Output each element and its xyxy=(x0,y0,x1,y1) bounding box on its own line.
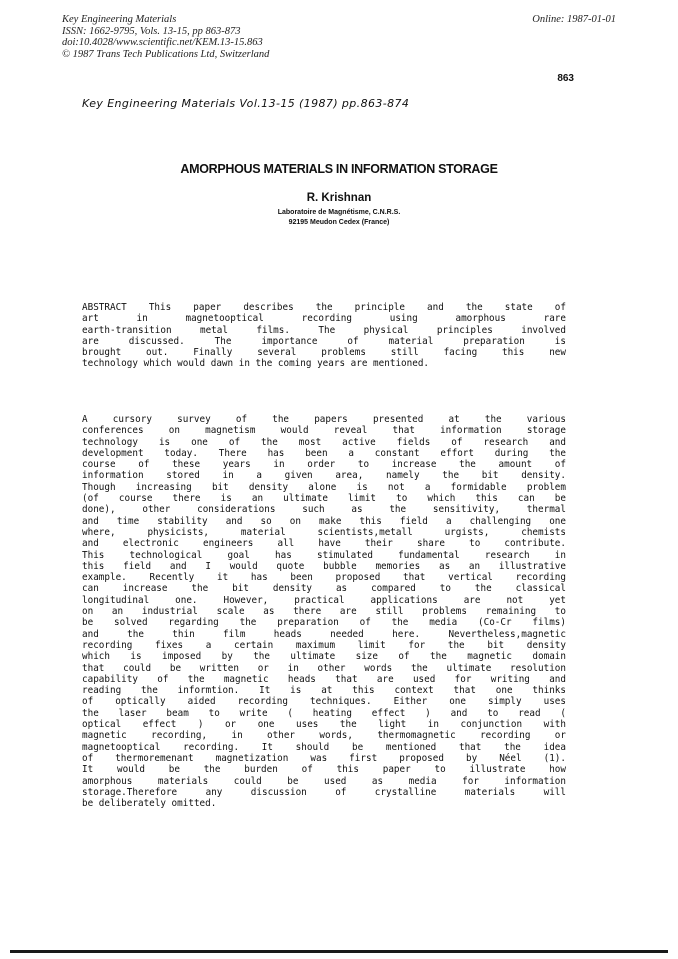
body-line: It would be the burden of this paper to illustrate how xyxy=(82,764,566,776)
body-line: conferences on magnetism would reveal that information storage xyxy=(82,425,566,437)
online-date: Online: 1987-01-01 xyxy=(532,14,616,25)
body-line: and the thin film heads needed here. Nevertheless,magnetic xyxy=(82,628,566,640)
body-line: course of these years in order to increase the amount of xyxy=(82,459,566,471)
body-line: recording fixes a certain maximum limit for the bit density xyxy=(82,639,566,651)
abstract-line: brought out. Finally several problems still facing this new xyxy=(82,347,566,359)
body-line: This technological goal has stimulated fundamental research in xyxy=(82,549,566,561)
copyright-line: © 1987 Trans Tech Publications Ltd, Switzerland xyxy=(62,48,270,60)
publication-metadata xyxy=(62,14,269,60)
body-line: magnetic recording, in other words, thermomagnetic recording or xyxy=(82,730,566,742)
body-line: reading the informtion. It is at this context that one thinks xyxy=(82,685,566,697)
body-line: (of course there is an ultimate limit to which this can be xyxy=(82,493,566,505)
paper-title: AMORPHOUS MATERIALS IN INFORMATION STORAGE xyxy=(180,162,498,176)
page-number: 863 xyxy=(557,73,574,84)
abstract-line: technology which would dawn in the coming years are mentioned. xyxy=(82,358,430,370)
body-line: optical effect ) or one uses the light in conjunction with xyxy=(82,719,566,731)
abstract-line: earth-transition metal films. The physical principles involved xyxy=(82,324,566,336)
body-line: on an industrial scale as there are still problems remaining to xyxy=(82,606,566,618)
body-line: which is imposed by the ultimate size of the magnetic domain xyxy=(82,651,566,663)
issn-line: ISSN: 1662-9795, Vols. 13-15, pp 863-873 xyxy=(62,25,241,37)
abstract-line: art in magnetooptical recording using amorphous rare xyxy=(82,313,566,325)
abstract xyxy=(82,302,566,370)
body-line: where, physicists, material scientists,metall urgists, chemists xyxy=(82,526,566,538)
body-line: of thermoremenant magnetization was first proposed by Néel (1). xyxy=(82,752,566,764)
body-line: technology is one of the most active fields of research and xyxy=(82,436,566,448)
body-line: and time stability and so on make this field a challenging one xyxy=(82,515,566,527)
affiliation-line-2: 92195 Meudon Cedex (France) xyxy=(288,219,390,226)
affiliation-line-1: Laboratoire de Magnétisme, C.N.R.S. xyxy=(277,209,401,216)
body-line: storage.Therefore any discussion of crystalline materials will xyxy=(82,786,566,798)
body-line: that could be written or in other words the ultimate resolution xyxy=(82,662,566,674)
abstract-line: are discussed. The importance of material preparation is xyxy=(82,335,566,347)
journal-name: Key Engineering Materials xyxy=(62,14,177,25)
body-line: and electronic engineers all have their share to contribute. xyxy=(82,538,566,550)
body-line: of optically aided recording techniques. Either one simply uses xyxy=(82,696,566,708)
body-line: Though increasing bit density alone is not a formidable problem xyxy=(82,481,566,493)
body-line: A cursory survey of the papers presented at the various xyxy=(82,414,566,425)
body-line: can increase the bit density as compared to the classical xyxy=(82,583,566,595)
doi-link[interactable]: doi:10.4028/www.scientific.net/KEM.13-15.863 xyxy=(62,37,263,48)
body-line: longitudinal one. However, practical applications are not yet xyxy=(82,594,566,606)
body-line: magnetooptical recording. It should be mentioned that the idea xyxy=(82,741,566,753)
body-line: be solved regarding the preparation of the media (Co-Cr films) xyxy=(82,617,566,629)
body-line: amorphous materials could be used as media for information xyxy=(82,775,566,787)
body-line: development today. There has been a constant effort during the xyxy=(82,447,566,459)
journal-header: Key Engineering Materials Vol.13-15 (1987) pp.863-874 xyxy=(82,97,410,110)
abstract-line: ABSTRACT This paper describes the principle and the state of xyxy=(82,302,566,313)
author-name: R. Krishnan xyxy=(306,192,372,204)
body-line: capability of the magnetic heads that are used for writing and xyxy=(82,673,566,685)
body-line: information stored in a given area, namely the bit density. xyxy=(82,470,566,482)
body-line: be deliberately omitted. xyxy=(82,798,217,810)
body-line: the laser beam to write ( heating effect ) and to read ( xyxy=(82,707,566,719)
body-paragraph xyxy=(82,414,566,809)
body-line: example. Recently it has been proposed that vertical recording xyxy=(82,572,566,584)
body-line: done), other considerations such as the sensitivity, thermal xyxy=(82,504,566,516)
body-line: this field and I would quote bubble memories as an illustrative xyxy=(82,560,566,572)
footer-rule xyxy=(10,950,668,953)
